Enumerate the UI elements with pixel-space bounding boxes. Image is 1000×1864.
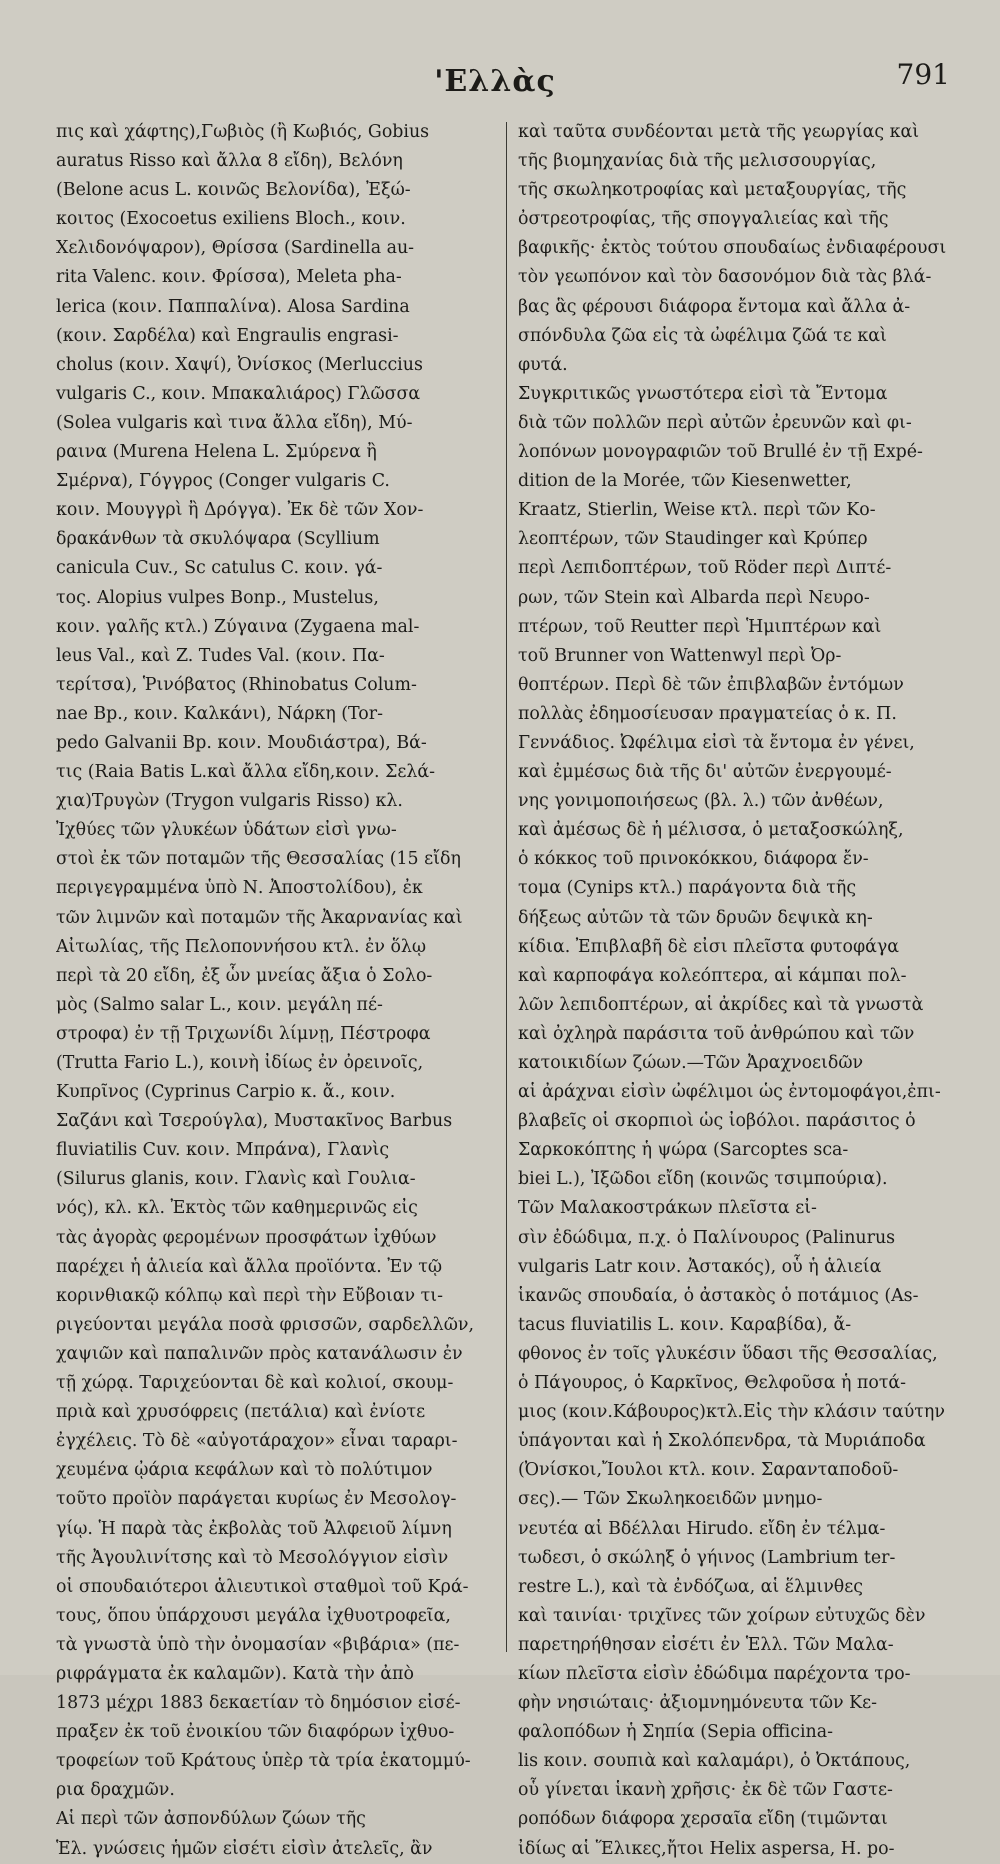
text-line: τος. Alopius vulpes Bonp., Mustelus,	[56, 587, 379, 608]
text-line: (Trutta Fario L.), κοινὴ ἰδίως ἐν ὀρεινοῖς,	[56, 1053, 424, 1073]
text-line: ριγεύονται μεγάλα ποσὰ φρισσῶν, σαρδελλῶν,	[56, 1314, 474, 1335]
text-line: χαψιῶν καὶ παπαλινῶν πρὸς κατανάλωσιν ἐν	[56, 1343, 463, 1364]
text-line: περὶ Λεπιδοπτέρων, τοῦ Röder περὶ Διπτέ-	[518, 558, 892, 579]
text-line: νευτέα αἱ Βδέλλαι Hirudo. εἴδη ἐν τέλμα-	[518, 1518, 886, 1539]
text-line: (Silurus glanis, κοιν. Γλανὶς καὶ Γουλια-	[56, 1169, 416, 1190]
text-line: Κυπρῖνος (Cyprinus Carpio κ. ἄ., κοιν.	[56, 1082, 396, 1103]
text-line: καὶ ἐμμέσως διὰ τῆς δι' αὐτῶν ἐνεργουμέ-	[518, 762, 892, 783]
text-line: μὸς (Salmo salar L., κοιν. μεγάλη πέ-	[56, 994, 383, 1015]
text-line: χια)Τρυγὼν (Trygon vulgaris Risso) κλ.	[56, 791, 403, 812]
text-line: κοιν. Μουγγρὶ ἢ Δρόγγα). Ἐκ δὲ τῶν Χον-	[56, 500, 424, 521]
text-line: κατοικιδίων ζώων.—Τῶν Ἀραχνοειδῶν	[518, 1053, 864, 1073]
text-line: φυτά.	[518, 354, 568, 375]
text-line: ὁ Πάγουρος, ὁ Καρκῖνος, Θελφοῦσα ἡ ποτά-	[518, 1373, 907, 1394]
text-line: ἐγχέλεις. Τὸ δὲ «αὐγοτάραχον» εἶναι ταραρι-	[56, 1431, 458, 1452]
text-line: λῶν λεπιδοπτέρων, αἱ ἀκρίδες καὶ τὰ γνωστὰ	[518, 994, 924, 1015]
text-line: τὸν γεωπόνον καὶ τὸν δασονόμον διὰ τὰς βλά-	[518, 267, 932, 288]
text-line: σὶν ἐδώδιμα, π.χ. ὁ Παλίνουρος (Palinurus	[518, 1227, 896, 1248]
text-line: (Solea vulgaris καὶ τινα ἄλλα εἴδη), Μύ-	[56, 412, 413, 433]
text-line: Ἑλ. γνώσεις ἡμῶν εἰσέτι εἰσὶν ἀτελεῖς, ἂν	[56, 1838, 433, 1859]
text-line: pedo Galvanii Bp. κοιν. Μουδιάστρα), Βά-	[56, 732, 427, 753]
text-line: biei L.), Ἰξῶδοι εἴδη (κοινῶς τσιμπούρια).	[518, 1169, 888, 1190]
text-line: τῆς σκωληκοτροφίας καὶ μεταξουργίας, τῆς	[518, 180, 907, 201]
text-line: ὀστρεοτροφίας, τῆς σπογγαλιείας καὶ τῆς	[518, 209, 889, 230]
text-line: Σαρκοκόπτης ἡ ψώρα (Sarcoptes sca-	[518, 1140, 849, 1161]
text-line: νός), κλ. κλ. Ἐκτὸς τῶν καθημερινῶς εἰς	[56, 1198, 418, 1219]
text-line: πριὰ καὶ χρυσόφρεις (πετάλια) καὶ ἐνίοτε	[56, 1402, 426, 1423]
text-line: τερίτσα), Ῥινόβατος (Rhinobatus Colum-	[56, 674, 417, 695]
text-line: κοιτος (Exocoetus exiliens Bloch., κοιν.	[56, 209, 406, 230]
text-line: Αἰτωλίας, τῆς Πελοποννήσου κτλ. ἐν ὅλῳ	[56, 936, 427, 957]
text-line: ὑπάγονται καὶ ἡ Σκολόπενδρα, τὰ Μυριάποδα	[518, 1431, 926, 1452]
text-line: τὰς ἀγορὰς φερομένων προσφάτων ἰχθύων	[56, 1227, 437, 1248]
text-line: αἱ ἀράχναι εἰσὶν ὠφέλιμοι ὡς ἐντομοφάγοι,ἐπι-	[518, 1082, 941, 1103]
left-column	[56, 118, 496, 1864]
text-line: οἱ σπουδαιότεροι ἁλιευτικοὶ σταθμοὶ τοῦ Κρά-	[56, 1576, 469, 1597]
text-line: στοὶ ἐκ τῶν ποταμῶν τῆς Θεσσαλίας (15 εἴδη	[56, 849, 461, 870]
column-divider	[506, 122, 507, 1652]
text-line: κίδια. Ἐπιβλαβῆ δὲ εἰσι πλεῖστα φυτοφάγα	[518, 936, 899, 957]
text-line: lis κοιν. σουπιὰ καὶ καλαμάρι), ὁ Ὀκτάπους,	[518, 1751, 911, 1772]
text-line: περιγεγραμμένα ὑπὸ Ν. Ἀποστολίδου), ἐκ	[56, 878, 423, 899]
text-line: ἱκανῶς σπουδαία, ὁ ἀστακὸς ὁ ποτάμιος (As-	[518, 1285, 919, 1306]
text-line: 1873 μέχρι 1883 δεκαετίαν τὸ δημόσιον εἰσέ-	[56, 1693, 461, 1714]
text-line: nae Bp., κοιν. Καλκάνι), Νάρκη (Tor-	[56, 703, 383, 724]
text-line: (κοιν. Σαρδέλα) καὶ Engraulis engrasi-	[56, 325, 399, 346]
text-line: καὶ ταῦτα συνδέονται μετὰ τῆς γεωργίας καὶ	[518, 122, 920, 142]
text-line: τοῦ Brunner von Wattenwyl περὶ Ὀρ-	[518, 645, 842, 666]
text-line: canicula Cuv., Sc catulus C. κοιν. γά-	[56, 558, 383, 579]
text-line: νης γονιμοποιήσεως (βλ. λ.) τῶν ἀνθέων,	[518, 791, 884, 812]
text-line: vulgaris Latr κοιν. Ἀστακός), οὗ ἡ ἁλιεία	[518, 1256, 882, 1277]
text-line: auratus Risso καὶ ἄλλα 8 εἴδη), Βελόνη	[56, 151, 403, 172]
text-line: Σμέρνα), Γόγγρος (Conger vulgaris C.	[56, 471, 390, 492]
text-line: τροφείων τοῦ Κράτους ὑπὲρ τὰ τρία ἑκατομμύ-	[56, 1751, 471, 1772]
text-line: γίῳ. Ἡ παρὰ τὰς ἐκβολὰς τοῦ Ἀλφειοῦ λίμνη	[56, 1518, 452, 1539]
text-line: θοπτέρων. Περὶ δὲ τῶν ἐπιβλαβῶν ἐντόμων	[518, 674, 904, 695]
text-line: τῶν λιμνῶν καὶ ποταμῶν τῆς Ἀκαρνανίας καὶ	[56, 907, 463, 928]
text-line: τοῦτο προϊὸν παράγεται κυρίως ἐν Μεσολογ-	[56, 1489, 457, 1510]
text-line: καὶ ἀμέσως δὲ ἡ μέλισσα, ὁ μεταξοσκώληξ,	[518, 820, 904, 841]
text-line: (Ὀνίσκοι,Ἴουλοι κτλ. κοιν. Σαρανταποδοῦ-	[518, 1460, 899, 1481]
text-line: καὶ ταινίαι· τριχῖνες τῶν χοίρων εὐτυχῶς δὲν	[518, 1605, 926, 1626]
text-line: παρετηρήθησαν εἰσέτι ἐν Ἑλλ. Τῶν Μαλα-	[518, 1634, 894, 1655]
text-line: περὶ τὰ 20 εἴδη, ἐξ ὧν μνείας ἄξια ὁ Σολο-	[56, 965, 433, 986]
text-line: λοπόνων μονογραφιῶν τοῦ Brullé ἐν τῇ Expé-	[518, 442, 923, 463]
text-line: παρέχει ἡ ἁλιεία καὶ ἄλλα προϊόντα. Ἐν τῷ	[56, 1256, 443, 1277]
text-line: καὶ ὀχληρὰ παράσιτα τοῦ ἀνθρώπου καὶ τῶν	[518, 1023, 915, 1044]
text-line: πτέρων, τοῦ Reutter περὶ Ἡμιπτέρων καὶ	[518, 616, 882, 637]
text-line: δρακάνθων τὰ σκυλόψαρα (Scyllium	[56, 529, 380, 550]
text-line: Τῶν Μαλακοστράκων πλεῖστα εἰ-	[518, 1198, 817, 1219]
text-line: Γεννάδιος. Ὠφέλιμα εἰσὶ τὰ ἔντομα ἐν γένει,	[518, 732, 915, 753]
text-line: μιος (κοιν.Κάβουρος)κτλ.Εἰς τὴν κλάσιν ταύτην	[518, 1402, 945, 1423]
text-line: τῇ χώρᾳ. Ταριχεύονται δὲ καὶ κολιοί, σκουμ-	[56, 1373, 454, 1394]
text-line: πις καὶ χάφτης),Γωβιὸς (ἢ Κωβιός, Gobius	[56, 122, 430, 142]
text-line: Αἱ περὶ τῶν ἀσπονδύλων ζώων τῆς	[56, 1809, 366, 1830]
text-line: Συγκριτικῶς γνωστότερα εἰσὶ τὰ Ἔντομα	[518, 383, 888, 404]
text-line: πολλὰς ἐδημοσίευσαν πραγματείας ὁ κ. Π.	[518, 703, 897, 724]
text-line: vulgaris C., κοιν. Μπακαλιάρος) Γλῶσσα	[56, 383, 421, 404]
text-line: ρων, τῶν Stein καὶ Albarda περὶ Νευρο-	[518, 587, 870, 608]
text-line: τους, ὅπου ὑπάρχουσι μεγάλα ἰχθυοτροφεῖα,	[56, 1605, 451, 1626]
text-line: καὶ καρποφάγα κολεόπτερα, αἱ κάμπαι πολ-	[518, 965, 907, 986]
text-line: κίων πλεῖστα εἰσὶν ἐδώδιμα παρέχοντα τρο-	[518, 1663, 911, 1684]
text-line: βας ἃς φέρουσι διάφορα ἔντομα καὶ ἄλλα ἀ-	[518, 296, 911, 317]
text-line: ριφράγματα ἐκ καλαμῶν). Κατὰ τὴν ἀπὸ	[56, 1663, 414, 1684]
page-number: 791	[896, 58, 950, 91]
text-line: φθονος ἐν τοῖς γλυκέσιν ὕδασι τῆς Θεσσαλίας,	[518, 1343, 938, 1364]
text-line: κοιν. γαλῆς κτλ.) Ζύγαινα (Zygaena mal-	[56, 616, 420, 637]
text-line: ροπόδων διάφορα χερσαῖα εἴδη (τιμῶνται	[518, 1809, 888, 1830]
text-line: τις (Raia Batis L.καὶ ἄλλα εἴδη,κοιν. Σελά-	[56, 762, 436, 783]
text-line: τομα (Cynips κτλ.) παράγοντα διὰ τῆς	[518, 878, 857, 899]
text-line: ὁ κόκκος τοῦ πρινοκόκκου, διάφορα ἔν-	[518, 849, 869, 870]
text-line: rita Valenc. κοιν. Φρίσσα), Meleta pha-	[56, 267, 402, 288]
text-line: φὴν νησιώταις· ἀξιομνημόνευτα τῶν Κε-	[518, 1693, 878, 1714]
text-line: fluviatilis Cuv. κοιν. Μπράνα), Γλανὶς	[56, 1140, 390, 1161]
text-line: οὗ γίνεται ἱκανὴ χρῆσις· ἐκ δὲ τῶν Γαστε-	[518, 1780, 893, 1801]
text-line: lerica (κοιν. Παππαλίνα). Alosa Sardina	[56, 296, 410, 317]
text-line: λεοπτέρων, τῶν Staudinger καὶ Κρύπερ	[518, 529, 868, 550]
text-line: Σαζάνι καὶ Τσερούγλα), Μυστακῖνος Barbus	[56, 1111, 453, 1132]
text-line: ἰδίως αἱ Ἕλικες,ἤτοι Helix aspersa, H. po-	[518, 1838, 895, 1859]
text-line: φαλοπόδων ἡ Σηπία (Sepia officina-	[518, 1722, 833, 1743]
text-line: βλαβεῖς οἱ σκορπιοὶ ὡς ἰοβόλοι. παράσιτος ὁ	[518, 1111, 916, 1132]
text-line: cholus (κοιν. Χαψί), Ὀνίσκος (Merluccius	[56, 354, 423, 375]
text-line: Ἰχθύες τῶν γλυκέων ὑδάτων εἰσὶ γνω-	[56, 820, 397, 841]
text-line: σπόνδυλα ζῶα εἰς τὰ ὠφέλιμα ζῶά τε καὶ	[518, 325, 887, 346]
text-line: leus Val., καὶ Z. Tudes Val. (κοιν. Πα-	[56, 645, 385, 666]
text-line: restre L.), καὶ τὰ ἐνδόζωα, αἱ ἕλμινθες	[518, 1576, 864, 1597]
right-column	[518, 118, 958, 1864]
text-line: στροφα) ἐν τῇ Τριχωνίδι λίμνῃ, Πέστροφα	[56, 1023, 431, 1044]
text-line: δήξεως αὐτῶν τὰ τῶν δρυῶν δεψικὰ κη-	[518, 907, 873, 928]
text-line: τῆς Ἀγουλινίτσης καὶ τὸ Μεσολόγγιον εἰσὶν	[56, 1547, 449, 1568]
text-line: κορινθιακῷ κόλπῳ καὶ περὶ τὴν Εὔβοιαν τι-	[56, 1285, 443, 1306]
text-line: ραινα (Murena Helena L. Σμύρενα ἢ	[56, 442, 377, 463]
text-line: τὰ γνωστὰ ὑπὸ τὴν ὀνομασίαν «βιβάρια» (πε-	[56, 1634, 460, 1655]
text-line: πραξεν ἐκ τοῦ ἐνοικίου τῶν διαφόρων ἰχθυο-	[56, 1722, 455, 1743]
text-line: dition de la Morée, τῶν Kiesenwetter,	[518, 471, 852, 492]
text-line: τωδεσι, ὁ σκώληξ ὁ γήινος (Lambrium ter-	[518, 1547, 896, 1568]
text-line: σες).— Τῶν Σκωληκοειδῶν μνημο-	[518, 1489, 823, 1510]
text-line: tacus fluviatilis L. κοιν. Καραβίδα), ἄ-	[518, 1314, 852, 1335]
text-line: διὰ τῶν πολλῶν περὶ αὐτῶν ἐρευνῶν καὶ φι-	[518, 412, 912, 433]
text-line: βαφικῆς· ἐκτὸς τούτου σπουδαίως ἐνδιαφέρουσι	[518, 238, 947, 259]
running-title: 'Ελλὰς	[434, 64, 556, 99]
text-line: ρια δραχμῶν.	[56, 1780, 175, 1801]
text-line: τῆς βιομηχανίας διὰ τῆς μελισσουργίας,	[518, 151, 877, 172]
text-line: Kraatz, Stierlin, Weise κτλ. περὶ τῶν Κο-	[518, 500, 876, 521]
page-header	[40, 58, 950, 108]
text-line: Χελιδονόψαρον), Θρίσσα (Sardinella au-	[56, 238, 415, 259]
text-line: χευμένα ᾠάρια κεφάλων καὶ τὸ πολύτιμον	[56, 1460, 433, 1481]
text-line: (Belone acus L. κοινῶς Βελονίδα), Ἐξώ-	[56, 180, 411, 201]
